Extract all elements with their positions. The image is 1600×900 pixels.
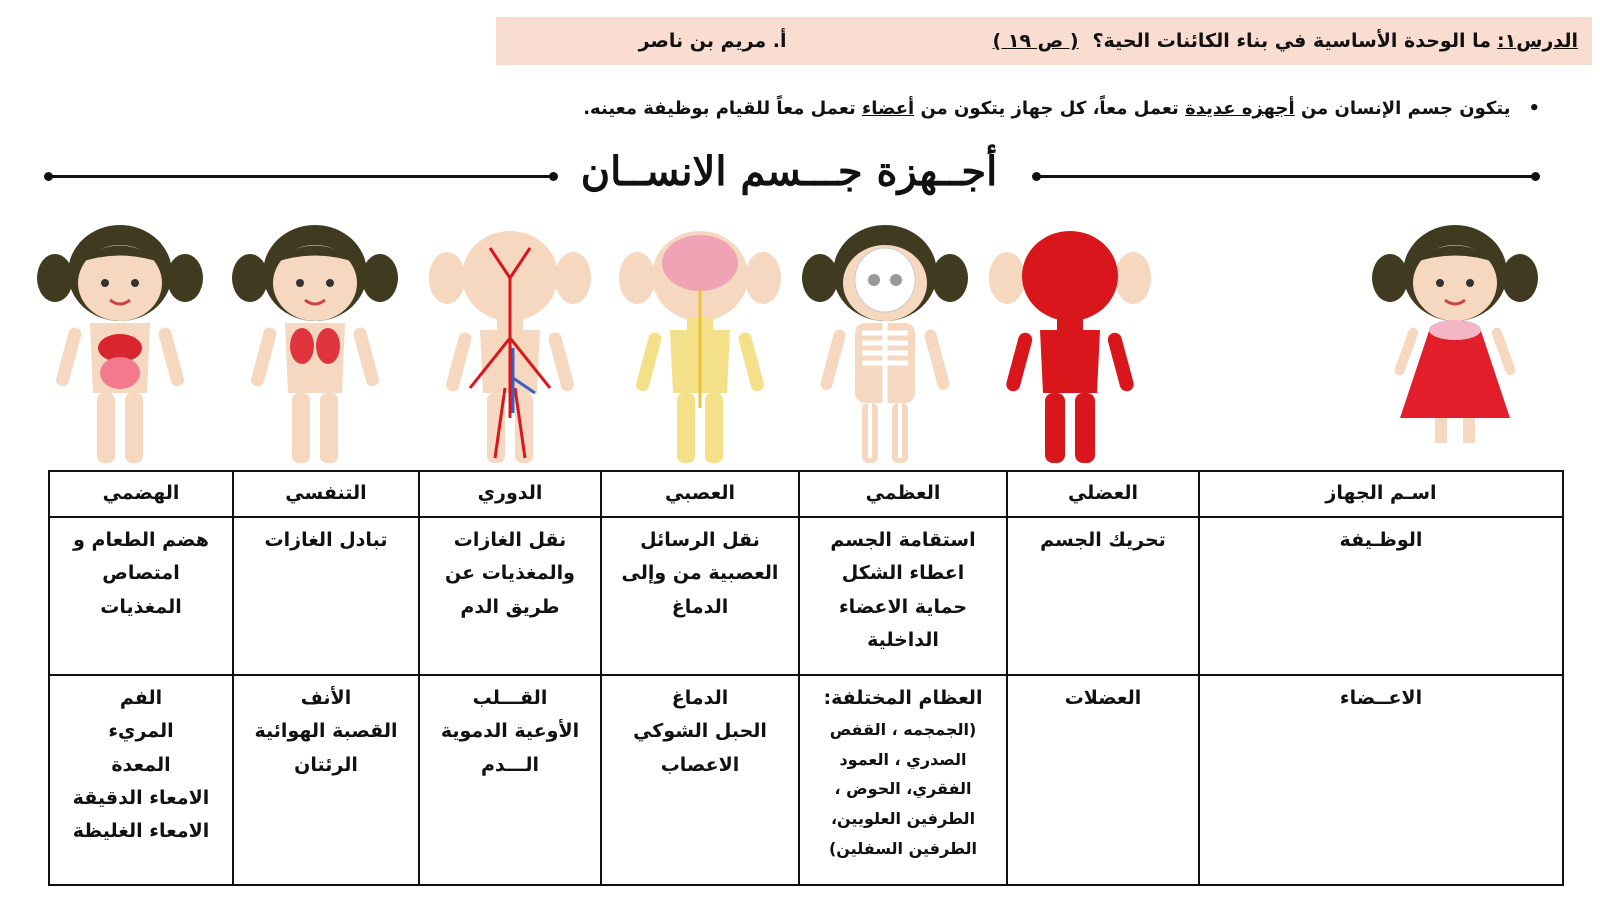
table-row-organs xyxy=(49,675,1563,885)
intro-sentence: •يتكون جسم الإنسان من أجهزه عديدة تعمل معاً، كل جهاز يتكون من أعضاء تعمل معاً للقيام بوظيفة معينه. xyxy=(583,98,1540,119)
title-divider-right xyxy=(1036,175,1536,178)
table-row-names xyxy=(49,471,1563,517)
function-skeletal: استقامة الجسم اعطاء الشكل حماية الاعضاء الداخلية xyxy=(799,517,1007,675)
system-name-nervous: العصبي xyxy=(601,471,799,517)
row-label-function: الوظـيفة xyxy=(1199,517,1563,675)
skeletal-system-icon xyxy=(800,218,970,468)
function-muscular: تحريك الجسم xyxy=(1007,517,1199,675)
function-digestive: هضم الطعام و امتصاص المغذيات xyxy=(49,517,233,675)
organs-circulatory: القـــلب الأوعية الدموية الـــدم xyxy=(419,675,601,885)
muscular-system-icon xyxy=(985,218,1155,468)
table-row-functions xyxy=(49,517,1563,675)
organs-respiratory: الأنف القصبة الهوائية الرئتان xyxy=(233,675,419,885)
function-nervous: نقل الرسائل العصبية من وإلى الدماغ xyxy=(601,517,799,675)
respiratory-system-icon xyxy=(230,218,400,468)
term-organs: أعضاء xyxy=(862,98,915,119)
page-title: أجــهزة جـــسم الانســان xyxy=(580,148,998,195)
organs-skeletal: العظام المختلفة: (الجمجمه ، القفص الصدري ، العمود الفقري، الحوض ، الطرفين العلويين، الطرفين السفلين) xyxy=(799,675,1007,885)
function-respiratory: تبادل الغازات xyxy=(233,517,419,675)
body-systems-illustration xyxy=(0,218,1600,468)
system-name-circulatory: الدوري xyxy=(419,471,601,517)
lesson-header xyxy=(496,17,1592,65)
title-divider-left xyxy=(48,175,554,178)
organs-digestive: الفم المريء المعدة الامعاء الدقيقة الامعاء الغليظة xyxy=(49,675,233,885)
function-circulatory: نقل الغازات والمغذيات عن طريق الدم xyxy=(419,517,601,675)
body-systems-table xyxy=(48,470,1564,886)
teacher-name: أ. مريم بن ناصر xyxy=(638,30,787,52)
digestive-system-icon xyxy=(35,218,205,468)
system-name-muscular: العضلي xyxy=(1007,471,1199,517)
term-systems: أجهزه عديدة xyxy=(1185,98,1295,119)
lesson-title: ما الوحدة الأساسية في بناء الكائنات الحية؟ xyxy=(1092,30,1491,52)
system-name-respiratory: التنفسي xyxy=(233,471,419,517)
lesson-number: الدرس١: xyxy=(1497,30,1578,52)
bullet-icon: • xyxy=(1528,98,1540,119)
row-label-name: اسـم الجهاز xyxy=(1199,471,1563,517)
circulatory-system-icon xyxy=(425,218,595,468)
nervous-system-icon xyxy=(615,218,785,468)
row-label-organs: الاعــضاء xyxy=(1199,675,1563,885)
organs-muscular: العضلات xyxy=(1007,675,1199,885)
organs-nervous: الدماغ الحبل الشوكي الاعصاب xyxy=(601,675,799,885)
system-name-digestive: الهضمي xyxy=(49,471,233,517)
page-reference: ( ص ١٩ ) xyxy=(992,30,1079,52)
system-name-skeletal: العظمي xyxy=(799,471,1007,517)
girl-dress-icon xyxy=(1370,218,1540,448)
